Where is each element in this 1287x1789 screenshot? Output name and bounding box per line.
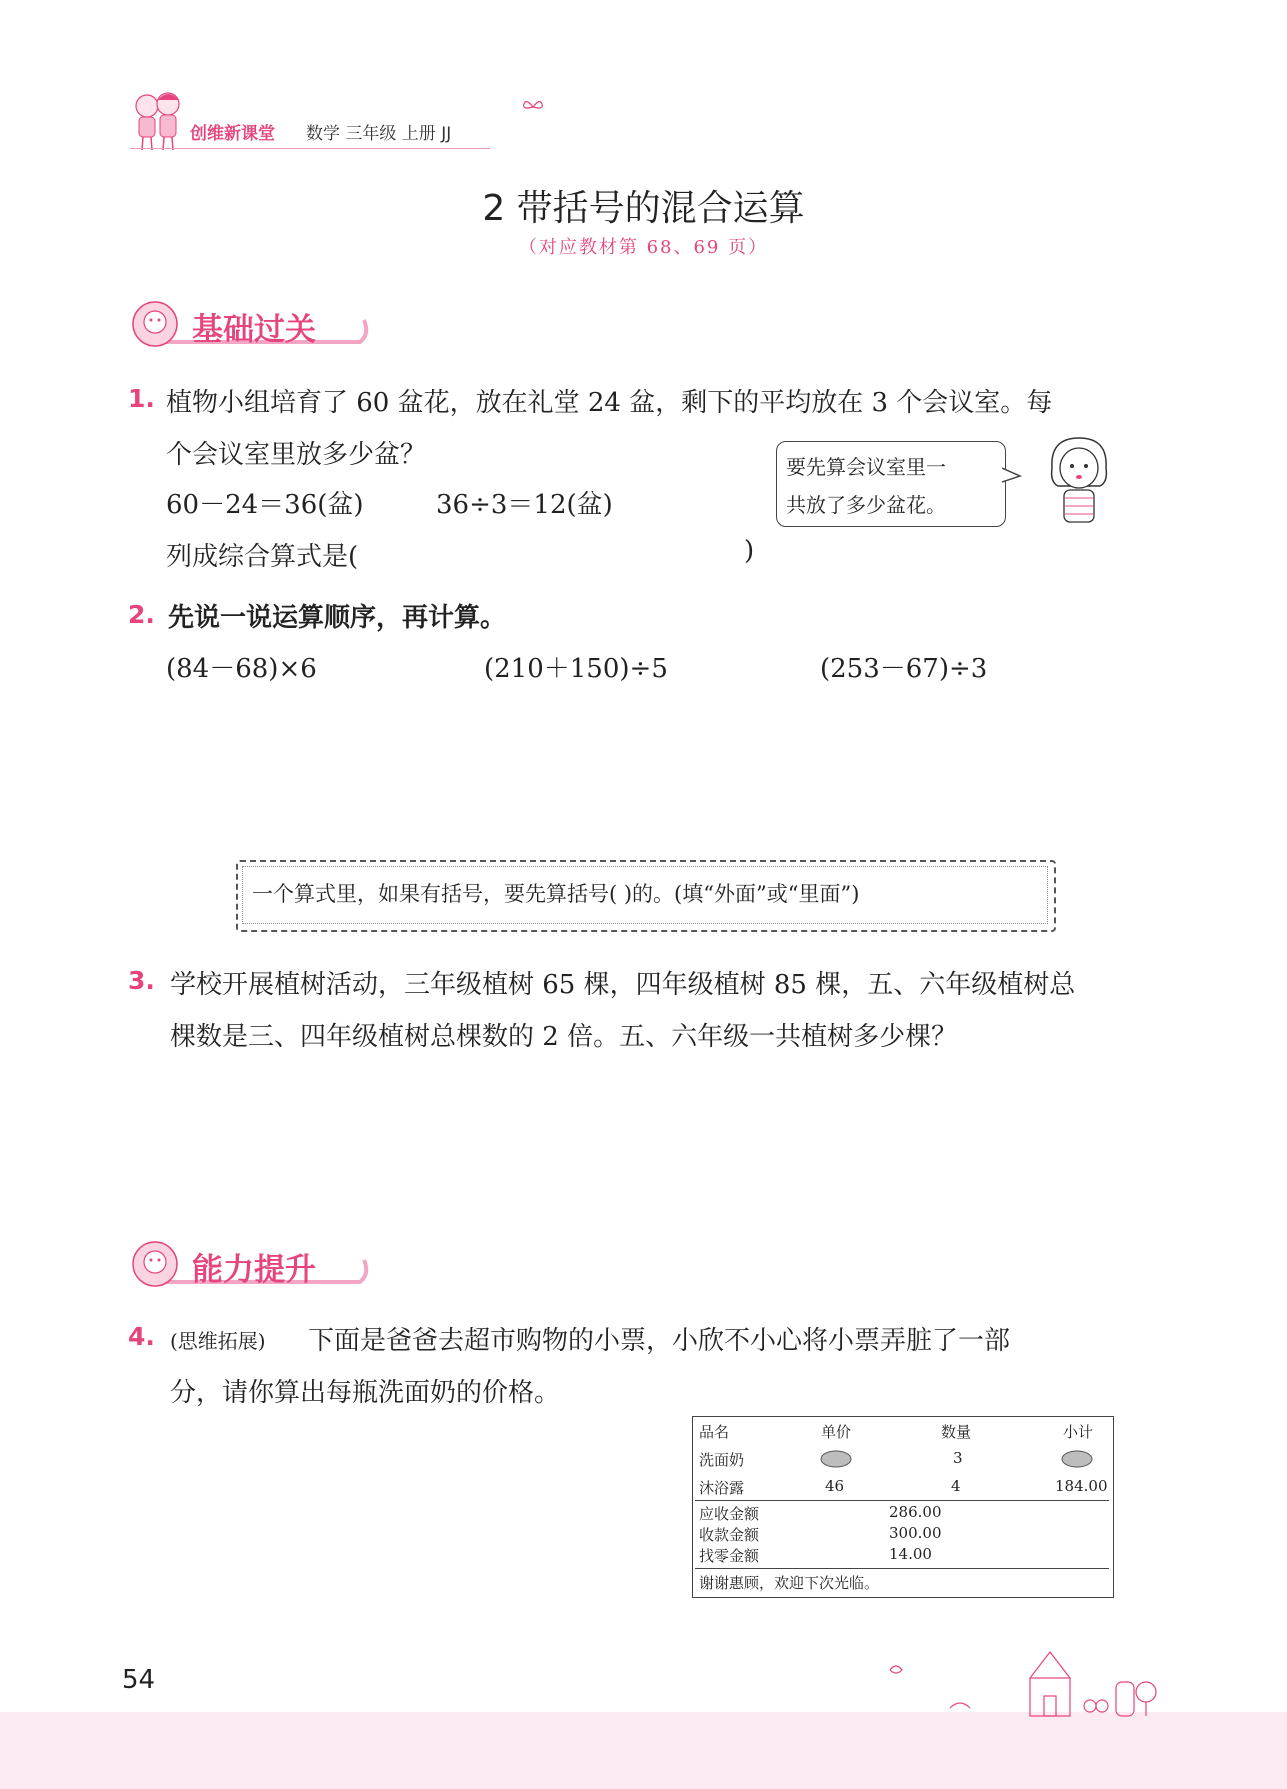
footer-band xyxy=(0,1712,1287,1789)
girl-illustration xyxy=(1044,432,1114,526)
bubble-line2: 共放了多少盆花。 xyxy=(786,493,946,517)
q1-number: 1. xyxy=(128,384,155,413)
header-kids-illustration xyxy=(128,86,188,152)
tip-text: 一个算式里，如果有括号，要先算括号( )的。(填“外面”或“里面”) xyxy=(252,882,860,906)
header-subject: 数学 三年级 上册 JJ xyxy=(306,124,452,144)
receipt-row1-name: 洗面奶 xyxy=(699,1451,745,1469)
q4-line1: 下面是爸爸去超市购物的小票，小欣不小心将小票弄脏了一部 xyxy=(308,1326,1011,1356)
q2-expr3: (253－67)÷3 xyxy=(820,654,988,684)
receipt-header-price: 单价 xyxy=(821,1423,852,1441)
receipt-header-qty: 数量 xyxy=(941,1423,972,1441)
q4-tag: (思维拓展) xyxy=(170,1329,266,1353)
bubble-tail xyxy=(1002,466,1022,486)
q2-expr1: (84－68)×6 xyxy=(166,654,317,684)
castle-illustration xyxy=(880,1648,1170,1718)
q1-line1: 植物小组培育了 60 盆花，放在礼堂 24 盆，剩下的平均放在 3 个会议室。每 xyxy=(166,388,1053,418)
receipt-row2-price: 46 xyxy=(825,1477,845,1495)
receipt-footer: 谢谢惠顾，欢迎下次光临。 xyxy=(699,1574,880,1592)
receipt-row2-name: 沐浴露 xyxy=(699,1479,745,1497)
q3-line1: 学校开展植树活动，三年级植树 65 棵，四年级植树 85 棵，五、六年级植树总 xyxy=(170,970,1076,1000)
q1-fill-label: 列成综合算式是( xyxy=(166,542,359,572)
q3-number: 3. xyxy=(128,966,155,995)
receipt-divider xyxy=(695,1500,1109,1501)
q1-calc1: 60－24＝36(盆) xyxy=(166,490,364,520)
header-brand: 创维新课堂 xyxy=(190,124,275,144)
receipt-paid-value: 300.00 xyxy=(889,1524,942,1542)
q1-line2: 个会议室里放多少盆？ xyxy=(166,440,427,470)
stain-icon xyxy=(1060,1449,1094,1469)
q1-fill-close: ) xyxy=(744,536,755,566)
receipt-total-label: 应收金额 xyxy=(699,1505,760,1523)
receipt-total-value: 286.00 xyxy=(889,1503,942,1521)
q4-line2: 分，请你算出每瓶洗面奶的价格。 xyxy=(170,1378,561,1408)
receipt-change-label: 找零金额 xyxy=(699,1547,760,1565)
receipt-divider xyxy=(695,1568,1109,1569)
q2-text: 先说一说运算顺序，再计算。 xyxy=(168,603,507,633)
q1-answer-blank[interactable] xyxy=(392,536,742,572)
receipt-header-name: 品名 xyxy=(699,1423,730,1441)
receipt-row1-qty: 3 xyxy=(953,1449,963,1467)
lesson-title: 2 带括号的混合运算 xyxy=(482,188,805,229)
butterfly-icon xyxy=(522,98,544,116)
bubble-line1: 要先算会议室里一 xyxy=(786,455,946,479)
stain-icon xyxy=(819,1449,853,1469)
header-divider xyxy=(130,148,490,149)
section-basic-title: 基础过关 xyxy=(192,312,316,348)
lesson-subtitle: （对应教材第 68、69 页） xyxy=(518,237,769,258)
q3-line2: 棵数是三、四年级植树总棵数的 2 倍。五、六年级一共植树多少棵？ xyxy=(170,1022,958,1052)
receipt-header-subtotal: 小计 xyxy=(1063,1423,1094,1441)
q2-number: 2. xyxy=(128,600,155,629)
receipt-row2-subtotal: 184.00 xyxy=(1055,1477,1108,1495)
receipt xyxy=(692,1416,1114,1598)
q4-number: 4. xyxy=(128,1322,155,1351)
receipt-paid-label: 收款金额 xyxy=(699,1526,760,1544)
receipt-row2-qty: 4 xyxy=(951,1477,961,1495)
section-advanced-title: 能力提升 xyxy=(192,1252,316,1288)
q2-expr2: (210＋150)÷5 xyxy=(484,654,668,684)
q1-calc2: 36÷3＝12(盆) xyxy=(436,490,613,520)
receipt-change-value: 14.00 xyxy=(889,1545,932,1563)
page-number: 54 xyxy=(122,1665,156,1695)
